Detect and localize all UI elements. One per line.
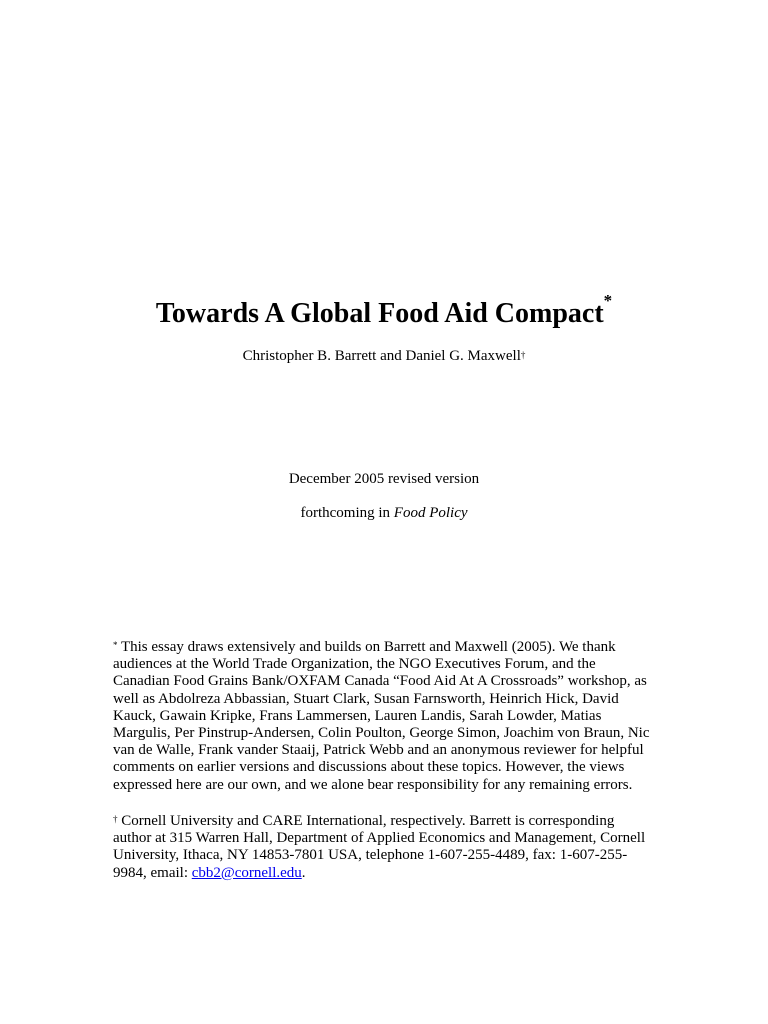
paper-title-text: Towards A Global Food Aid Compact xyxy=(155,298,604,329)
footnote-marker: † xyxy=(113,814,118,824)
footnote-line xyxy=(113,865,673,882)
footnote-line-text: Cornell University and CARE International, respectively. Barrett is corresponding xyxy=(117,813,615,829)
version-date: December 2005 revised version xyxy=(288,471,480,487)
publication-note xyxy=(0,503,768,523)
email-prefix: 9984, email: xyxy=(113,864,192,881)
journal-name: Food Policy xyxy=(393,505,468,521)
footnote-affiliations xyxy=(113,813,673,882)
footnote-line: well as Abdolreza Abbassian, Stuart Clark, Susan Farnsworth, Heinrich Hick, David xyxy=(113,690,619,707)
footnote-line: van de Walle, Frank vander Staaij, Patrick Webb and an anonymous reviewer for helpful xyxy=(113,742,644,759)
email-suffix: . xyxy=(301,864,306,881)
publication-prefix: forthcoming in xyxy=(300,505,394,521)
footnote-line: Kauck, Gawain Kripke, Frans Lammersen, Lauren Landis, Sarah Lowder, Matias xyxy=(113,707,602,724)
footnote-line: Canadian Food Grains Bank/OXFAM Canada “Food Aid At A Crossroads” workshop, as xyxy=(113,673,647,690)
footnote-line: audiences at the World Trade Organization, the NGO Executives Forum, and the xyxy=(113,656,596,673)
footnote-line xyxy=(113,813,673,830)
footnote-line: author at 315 Warren Hall, Department of Applied Economics and Management, Cornell xyxy=(113,830,646,847)
email-link[interactable]: cbb2@cornell.edu xyxy=(191,864,302,881)
footnote-line: Margulis, Per Pinstrup-Andersen, Colin Poulton, George Simon, Joachim von Braun, Nic xyxy=(113,725,650,742)
footnote-line: comments on earlier versions and discussions about these topics. However, the views xyxy=(113,759,625,776)
author-names: Christopher B. Barrett and Daniel G. Maxwell xyxy=(242,348,521,364)
author-line xyxy=(0,346,768,366)
footnote-line-text: This essay draws extensively and builds on Barrett and Maxwell (2005). We thank xyxy=(117,639,616,655)
footnote-marker: * xyxy=(113,640,118,650)
footnote-acknowledgements xyxy=(113,639,673,794)
author-footnote-marker: † xyxy=(520,350,526,360)
title-footnote-marker: * xyxy=(603,291,613,310)
footnote-line: University, Ithaca, NY 14853-7801 USA, telephone 1-607-255-4489, fax: 1-607-255- xyxy=(113,847,628,864)
paper-title xyxy=(0,291,768,332)
footnote-line xyxy=(113,639,673,656)
footnote-line: expressed here are our own, and we alone bear responsibility for any remaining errors. xyxy=(113,776,633,793)
